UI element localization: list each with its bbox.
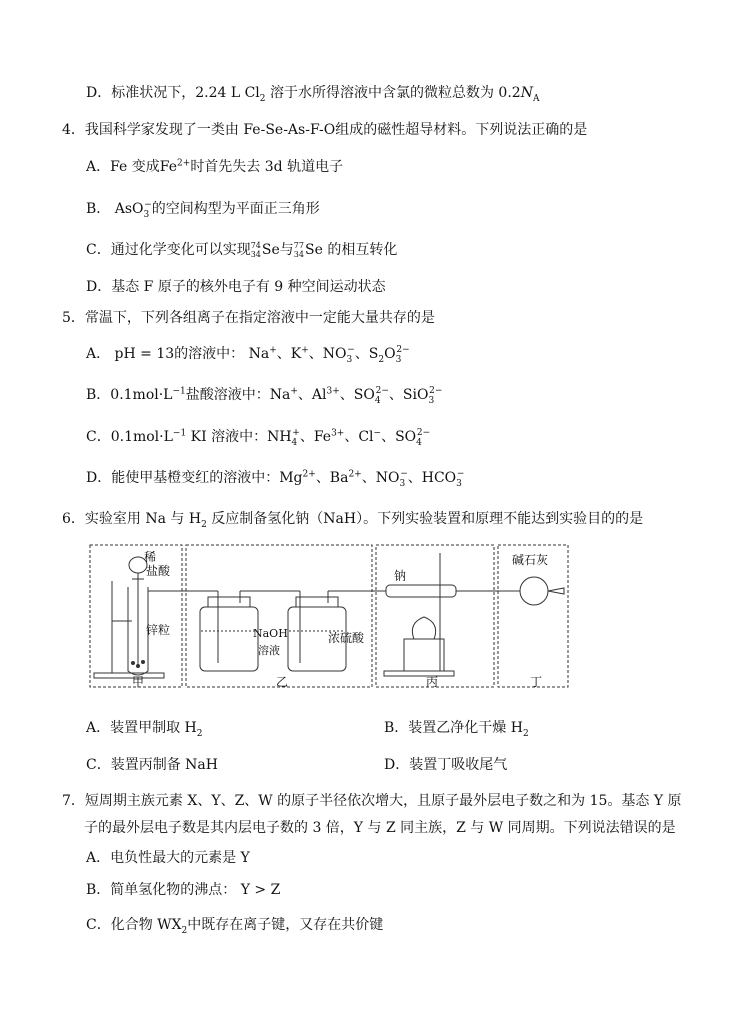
q4-option-c: C．通过化学变化可以实现74 34Se与77 34Se 的相互转化 xyxy=(86,241,398,259)
q7-option-b: B．简单氢化物的沸点： Y > Z xyxy=(86,882,281,898)
q4-option-a: A．Fe 变成$Fe^{2+}$时首先失去 3d 轨道电子 xyxy=(86,158,344,175)
q7-option-c: C．化合物 $WX_2$中既存在离子键，又存在共价键 xyxy=(86,917,384,936)
q4-option-b: B． AsO$_3$−的空间构型为平面正三角形 xyxy=(86,200,320,220)
q7-stem-line2: 子的最外层电子数是其内层电子数的 3 倍，Y 与 Z 同主族，Z 与 W 同周期。下列说法错误的是 xyxy=(84,820,676,836)
label-jia: 甲 xyxy=(132,675,145,689)
q5-stem: 5．常温下，下列各组离子在指定溶液中一定能大量共存的是 xyxy=(62,310,435,326)
q6-option-a: A．装置甲制取 $H_2$ xyxy=(86,720,203,739)
q5-option-b: B．$0.1mol\cdot L^{-1}$盐酸溶液中：Na+、$Al^{3+}$、$SO_4^{2-}$、SiO$_3^{2-}$ xyxy=(86,386,443,406)
label-soda-lime: 碱石灰 xyxy=(512,553,549,567)
q6-stem: 6．实验室用 Na 与 $H_2$ 反应制备氢化钠（NaH）。下列实验装置和原理不能达到实验目的的是 xyxy=(62,511,644,530)
q4-stem: 4．我国科学家发现了一类由 Fe-Se-As-F-O组成的磁性超导材料。下列说法正确的是 xyxy=(62,122,588,138)
label-bing: 丙 xyxy=(426,675,439,689)
q3-option-d: D．标准状况下，2.24 L $Cl_2$ 溶于水所得溶液中含氯的微粒总数为 $0.2N_A$ xyxy=(86,85,540,104)
q7-stem-line1: 7．短周期主族元素 X、Y、Z、W 的原子半径依次增大，且原子最外层电子数之和为 15。基态 Y 原 xyxy=(62,793,682,809)
q5-option-d: D．能使甲基橙变红的溶液中：$Mg^{2+}$、$Ba^{2+}$、$NO_3^-$、$HCO_3^-$ xyxy=(86,469,465,489)
q7-option-a: A．电负性最大的元素是 Y xyxy=(86,850,250,866)
label-yi: 乙 xyxy=(276,675,289,689)
label-solution: 溶液 xyxy=(258,644,280,657)
label-sodium: 钠 xyxy=(394,569,407,583)
label-hydrochloric-acid: 盐酸 xyxy=(146,564,171,578)
label-ding: 丁 xyxy=(530,675,543,689)
label-naoh: NaOH xyxy=(253,627,288,640)
apparatus-figure xyxy=(88,543,570,689)
label-dilute: 稀 xyxy=(144,550,157,564)
q5-option-c: C．$0.1mol\cdot L^{-1}$ KI 溶液中：$NH_4^+$、$Fe^{3+}$、Cl−、$SO_4^{2-}$ xyxy=(86,428,431,448)
label-zinc-granules: 锌粒 xyxy=(146,623,171,637)
q6-option-d: D．装置丁吸收尾气 xyxy=(384,757,508,773)
label-conc-sulfuric-acid: 浓硫酸 xyxy=(328,631,365,645)
q6-option-c: C．装置丙制备 NaH xyxy=(86,757,218,773)
q5-option-a: A． pH = 13的溶液中： Na+、K+、$NO_3^-$、$S_2O_3^{2-}$ xyxy=(86,345,410,365)
q6-option-b: B．装置乙净化干燥 $H_2$ xyxy=(384,720,529,739)
q4-option-d: D．基态 F 原子的核外电子有 9 种空间运动状态 xyxy=(86,279,386,295)
